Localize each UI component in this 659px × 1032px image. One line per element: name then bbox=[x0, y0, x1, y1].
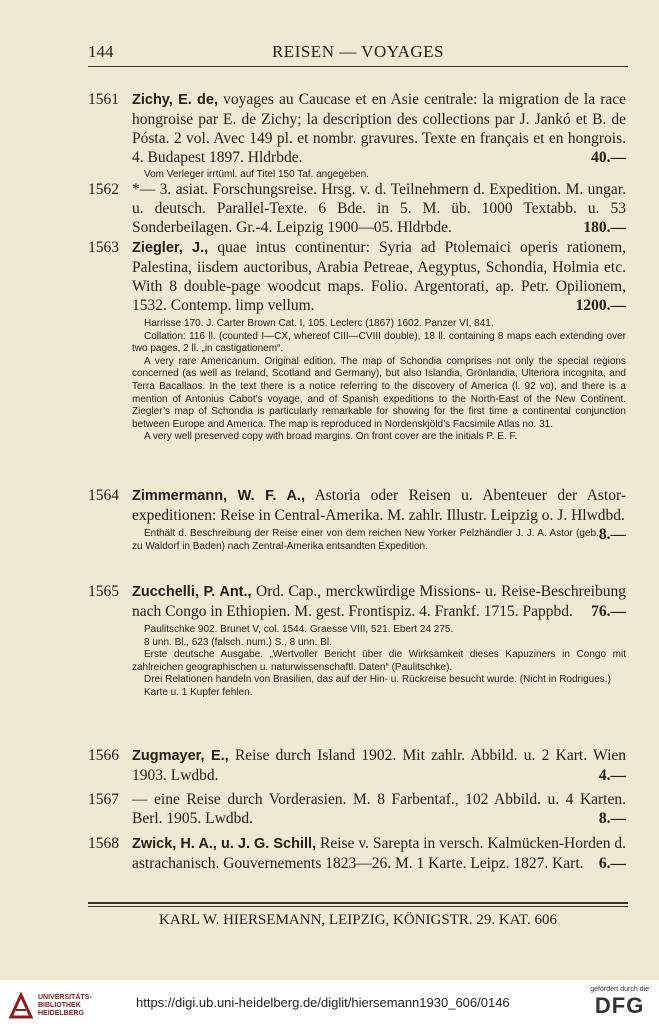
entry-number: 1568 bbox=[88, 835, 119, 852]
entry-description: Reise durch Island 1902. Mit zahlr. Abbild. u. 2 Kart. Wien 1903. Lwdbd. bbox=[132, 747, 627, 784]
footer-rule-thin bbox=[88, 906, 628, 907]
library-name-line: BIBLIOTHEK bbox=[38, 1002, 81, 1009]
entry-number: 1561 bbox=[88, 91, 119, 108]
entry-description: voyages au Caucase et en Asie centrale: la migration de la race hongroise par E. de Zichy; la description des collections par J. Jankó et B. de Pósta. 2 vol. Avec 149 pl. et nombr. gravures. Texte en français et en hongrois. 4. Budapest 1897. Hldrbde. bbox=[132, 91, 627, 166]
entry-price: 8.— bbox=[598, 810, 626, 827]
entry-number: 1564 bbox=[88, 487, 119, 504]
entry-note: Enthält d. Beschreibung der Reise einer von dem reichen New Yorker Pelzhändler J. J. A. Astor (geb. zu Waldorf in Baden) nach Zentral-Amerika entsandten Expedition. bbox=[132, 528, 599, 552]
entry-text bbox=[132, 790, 626, 828]
entry-price: 6.— bbox=[598, 855, 626, 872]
entry-price: 1200.— bbox=[575, 297, 626, 314]
entry-note: Drei Relationen handeln von Brasilien, das auf der Hin- u. Rückreise besucht wurde. (Nicht in Rodrigues.) bbox=[144, 674, 611, 686]
entry-note: Harrisse 170. J. Carter Brown Cat. I, 105. Leclerc (1867) 1602. Panzer VI, 841. bbox=[144, 318, 494, 329]
entry-note: Collation: 116 ll. (counted I—CX, whereof CIII—CVIII double), 18 ll. containing 8 maps each extending over two pages, 2 ll. „in castigationem“. bbox=[132, 330, 626, 355]
entry-author: Zichy, E. de, bbox=[132, 92, 218, 108]
entry-number: 1562 bbox=[88, 181, 119, 198]
footer-rule bbox=[88, 902, 628, 904]
entry-number: 1567 bbox=[88, 791, 119, 808]
entry-price: 76.— bbox=[591, 603, 626, 620]
entry-1564 bbox=[88, 486, 628, 553]
entry-1568 bbox=[88, 834, 628, 873]
entry-author: Zucchelli, P. Ant., bbox=[132, 584, 252, 600]
library-name bbox=[38, 994, 92, 1018]
entry-price: 40.— bbox=[591, 149, 626, 166]
entry-text bbox=[132, 582, 626, 621]
funded-by-label: gefördert durch die bbox=[590, 986, 649, 993]
entry-note: A very well preserved copy with broad margins. On front cover are the initials P. E. F. bbox=[144, 431, 518, 443]
entry-1565 bbox=[88, 582, 628, 700]
entry-note: Paulitschke 902. Brunet V, col. 1544. Graesse VIII, 521. Ebert 24 275. bbox=[144, 624, 454, 635]
entry-author: Zimmermann, W. F. A., bbox=[132, 488, 305, 504]
page-footer: KARL W. HIERSEMANN, LEIPZIG, KÖNIGSTR. 29. KAT. 606 bbox=[159, 912, 557, 928]
entry-1561 bbox=[88, 90, 628, 182]
entry-description: Ord. Cap., merckwürdige Missions- u. Reise-Beschreibung nach Congo in Ethiopien. M. gest. Frontispiz. 4. Frankf. 1715. Pappbd. bbox=[132, 583, 626, 620]
page-number: 144 bbox=[88, 42, 114, 61]
entry-author: Zugmayer, E., bbox=[132, 748, 229, 764]
section-title: REISEN — VOYAGES bbox=[271, 42, 445, 61]
entry-price: 8.— bbox=[598, 526, 626, 543]
library-logo-icon[interactable] bbox=[8, 992, 34, 1020]
entry-number: 1563 bbox=[88, 239, 119, 256]
entry-text bbox=[132, 90, 626, 167]
library-name-line: HEIDELBERG bbox=[38, 1010, 84, 1017]
entry-notes bbox=[132, 624, 626, 700]
entry-1563 bbox=[88, 238, 628, 444]
entry-text bbox=[132, 834, 626, 873]
permalink-url[interactable]: https://digi.ub.uni-heidelberg.de/diglit/hiersemann1930_606/0146 bbox=[136, 995, 510, 1010]
entry-price: 4.— bbox=[598, 767, 626, 784]
entry-1566 bbox=[88, 746, 628, 785]
entry-author: Zwick, H. A., u. J. G. Schill, bbox=[132, 836, 317, 852]
entry-note: Vom Verleger irrtüml. auf Titel 150 Taf. angegeben. bbox=[144, 169, 369, 180]
entry-text bbox=[132, 238, 626, 315]
entry-text bbox=[132, 180, 626, 237]
entry-text bbox=[132, 746, 626, 785]
entry-1567 bbox=[88, 790, 628, 828]
dfg-logo: DFG bbox=[594, 993, 645, 1018]
entry-description: Astoria oder Reisen u. Abenteuer der Astor-expeditionen: Reise in Central-Amerika. M. zahlr. Illustr. Leipzig o. J. Hlwdbd. bbox=[132, 487, 626, 524]
viewer-bar bbox=[0, 980, 659, 1032]
entry-notes bbox=[132, 318, 626, 444]
entry-number: 1565 bbox=[88, 583, 119, 600]
entry-description: *— 3. asiat. Forschungsreise. Hrsg. v. d. Teilnehmern d. Expedition. M. ungar. u. deutsch. Parallel-Texte. 6 Bde. in 5. M. üb. 1000 Textabb. u. 53 Sonderbeilagen. Gr.-4. Leipzig 1900—05. Hldrbde. bbox=[132, 181, 626, 236]
library-name-line: UNIVERSITÄTS- bbox=[38, 994, 92, 1001]
header-rule bbox=[88, 66, 628, 67]
entry-price: 180.— bbox=[583, 219, 626, 236]
entry-note: Erste deutsche Ausgabe. „Wertvoller Bericht über die Wirksamkeit dieses Kapuziners in Congo mit zahlreichen geographischen u. naturwissenschaftl. Daten“ (Paulitschke). bbox=[132, 649, 626, 673]
entry-1562 bbox=[88, 180, 628, 237]
entry-notes bbox=[132, 528, 626, 553]
dfg-badge[interactable] bbox=[590, 986, 649, 1019]
entry-description: — eine Reise durch Vorderasien. M. 8 Farbentaf., 102 Abbild. u. 4 Karten. Berl. 1905. Lwdbd. bbox=[132, 791, 626, 827]
entry-note: A very rare Americanum. Original edition. The map of Schondia comprises not only the special regions concerned (as well as Ireland, Scotland and Germany), but also Islandia, Grönlandia, Ulteriora incognita, and Terra Bacallaos. In the text there is a notice referring to the discovery of America (l. 92 vo), and there is a mention of Antonius Cabot’s voyage, and of Spanish expeditions to the North-East of the New Continent. Ziegler’s map of Schondia is particularly remarkable for showing for the first time a continental conjunction between Europe and America. The map is reproduced in Nordenskjöld’s Facsimile Atlas no. 31. bbox=[132, 355, 626, 430]
entry-note: Karte u. 1 Kupfer fehlen. bbox=[144, 686, 253, 698]
entry-description: quae intus continentur: Syria ad Ptolemaici operis rationem, Palestina, iisdem auctoribus, Arabia Petreae, Aegyptus, Schondia, Holmia etc. With 8 double-page woodcut maps. Folio. Argentorati, ap. Petr. Opilionem, 1532. Contemp. limp vellum. bbox=[132, 239, 627, 314]
entry-author: Ziegler, J., bbox=[132, 240, 209, 256]
entry-number: 1566 bbox=[88, 747, 119, 764]
entry-note: 8 unn. Bl., 623 (falsch. num.) S., 8 unn. Bl. bbox=[144, 636, 332, 648]
entry-description: Reise v. Sarepta in versch. Kalmücken-Horden d. astrachanisch. Gouvernements 1823—26. M. 1 Karte. Leipz. 1827. Kart. bbox=[132, 835, 626, 872]
